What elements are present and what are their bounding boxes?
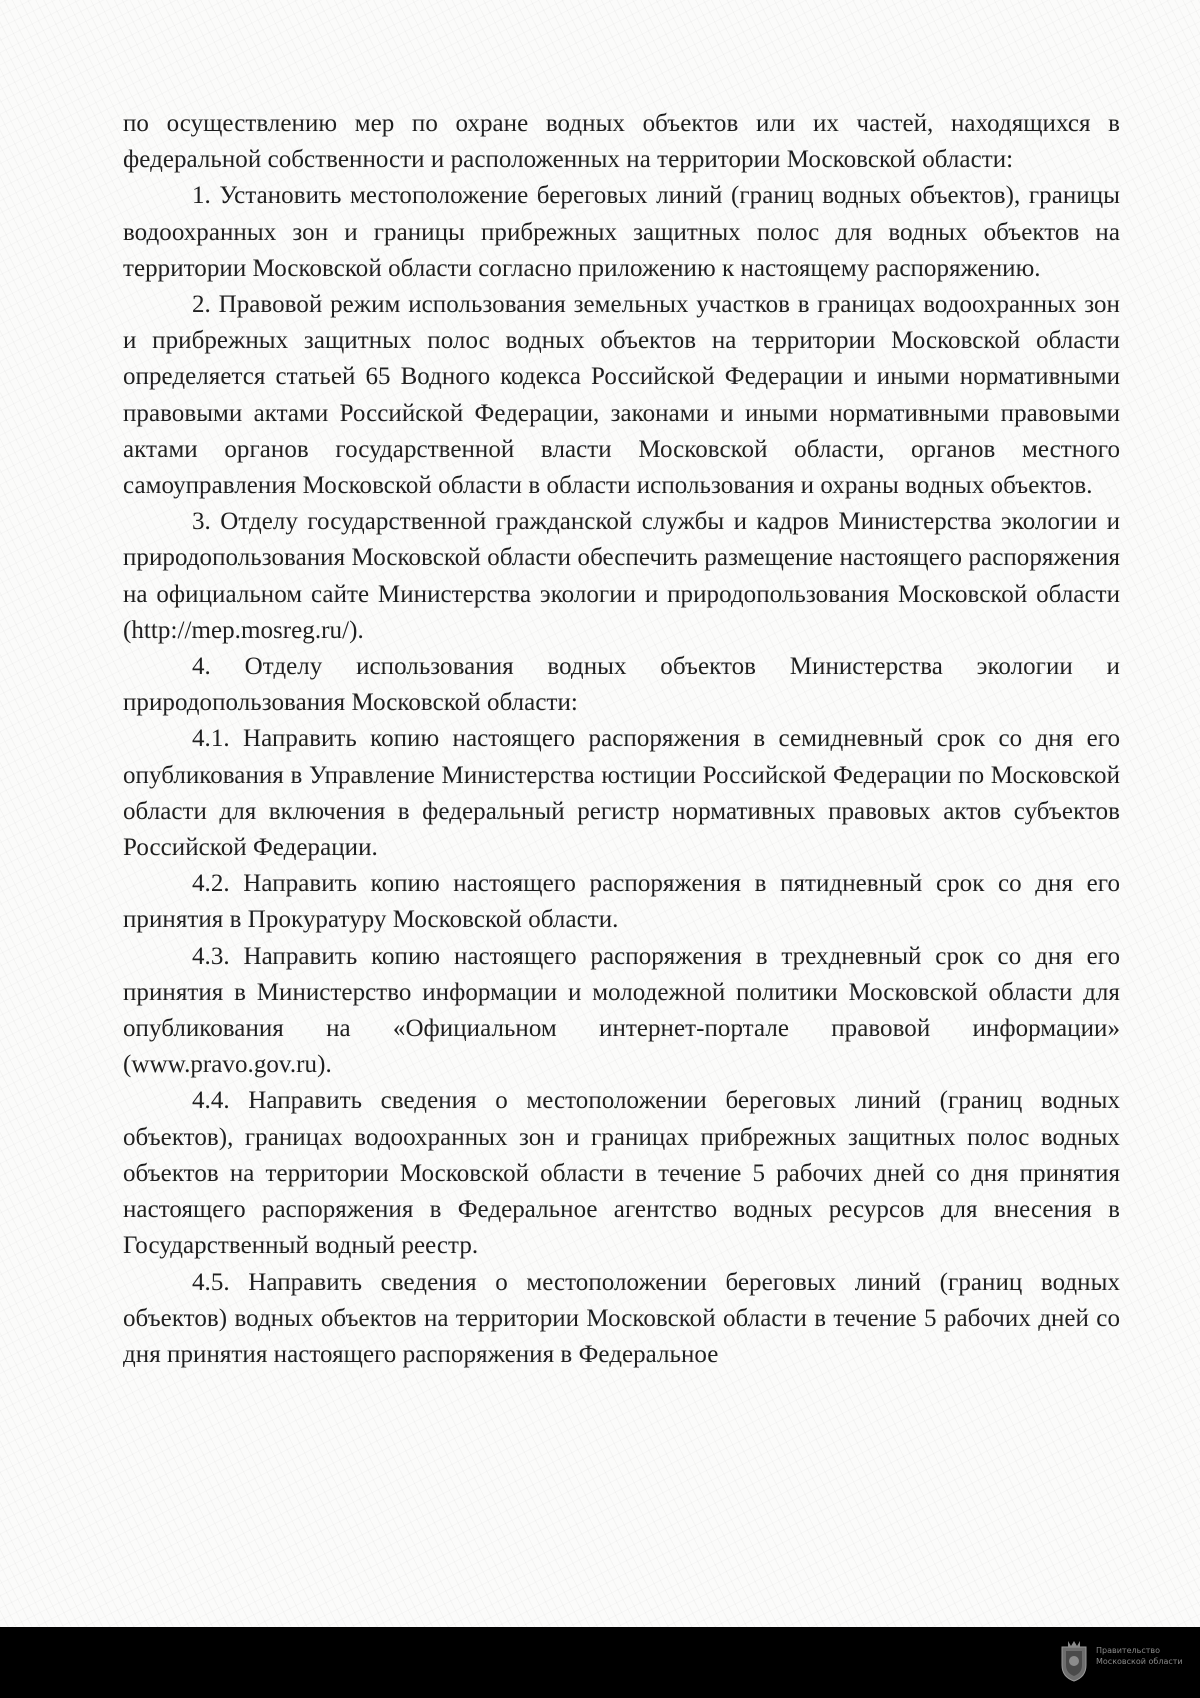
paragraph-4-5: 4.5. Направить сведения о местоположении береговых линий (границ водных объектов) водных объектов на территории Московской области в течение 5 рабочих дней со дня принятия настоящего распоряжения в Федеральное xyxy=(123,1268,1120,1368)
paragraph-1: 1. Установить местоположение береговых линий (границ водных объектов), границы водоохранных зон и границы прибрежных защитных полос для водных объектов на территории Московской области согласно приложению к настоящему распоряжению. xyxy=(123,182,1120,282)
document-body xyxy=(123,106,1120,1373)
paragraph-4-1: 4.1. Направить копию настоящего распоряжения в семидневный срок со дня его опубликования в Управление Министерства юстиции Российской Федерации по Московской области для включения в федеральный регистр нормативных правовых актов субъектов Российской Федерации. xyxy=(123,725,1120,862)
footer-band xyxy=(0,1627,1200,1698)
paragraph-3: 3. Отделу государственной гражданской службы и кадров Министерства экологии и природопользования Московской области обеспечить размещение настоящего распоряжения на официальном сайте Министерства экологии и природопользования Московской области (http://mep.mosreg.ru/). xyxy=(123,508,1120,644)
footer-caption-line1: Правительство xyxy=(1096,1646,1160,1655)
paragraph-4: 4. Отделу использования водных объектов Министерства экологии и природопользования Московской области: xyxy=(123,653,1120,717)
paragraph-intro: по осуществлению мер по охране водных объектов или их частей, находящихся в федеральной собственности и расположенных на территории Московской области: xyxy=(123,110,1120,174)
paragraph-4-2: 4.2. Направить копию настоящего распоряжения в пятидневный срок со дня его принятия в Прокуратуру Московской области. xyxy=(123,870,1120,934)
coat-of-arms-icon xyxy=(1058,1639,1090,1683)
paragraph-4-4: 4.4. Направить сведения о местоположении береговых линий (границ водных объектов), границах водоохранных зон и границах прибрежных защитных полос водных объектов на территории Московской области в течение 5 рабочих дней со дня принятия настоящего распоряжения в Федеральное агентство водных ресурсов для внесения в Государственный водный реестр. xyxy=(123,1087,1120,1260)
paragraph-2: 2. Правовой режим использования земельных участков в границах водоохранных зон и прибрежных защитных полос водных объектов на территории Московской области определяется статьей 65 Водного кодекса Российской Федерации и иными нормативными правовыми актами Российской Федерации, законами и иными нормативными правовыми актами органов государственной власти Московской области, органов местного самоуправления Московской области в области использования и охраны водных объектов. xyxy=(123,291,1120,500)
footer-caption-line2: Московской области xyxy=(1096,1657,1183,1666)
footer-caption xyxy=(1096,1645,1196,1667)
paragraph-4-3: 4.3. Направить копию настоящего распоряжения в трехдневный срок со дня его принятия в Министерство информации и молодежной политики Московской области для опубликования на «Официальном интернет-портале правовой информации» (www.pravo.gov.ru). xyxy=(123,942,1120,1079)
